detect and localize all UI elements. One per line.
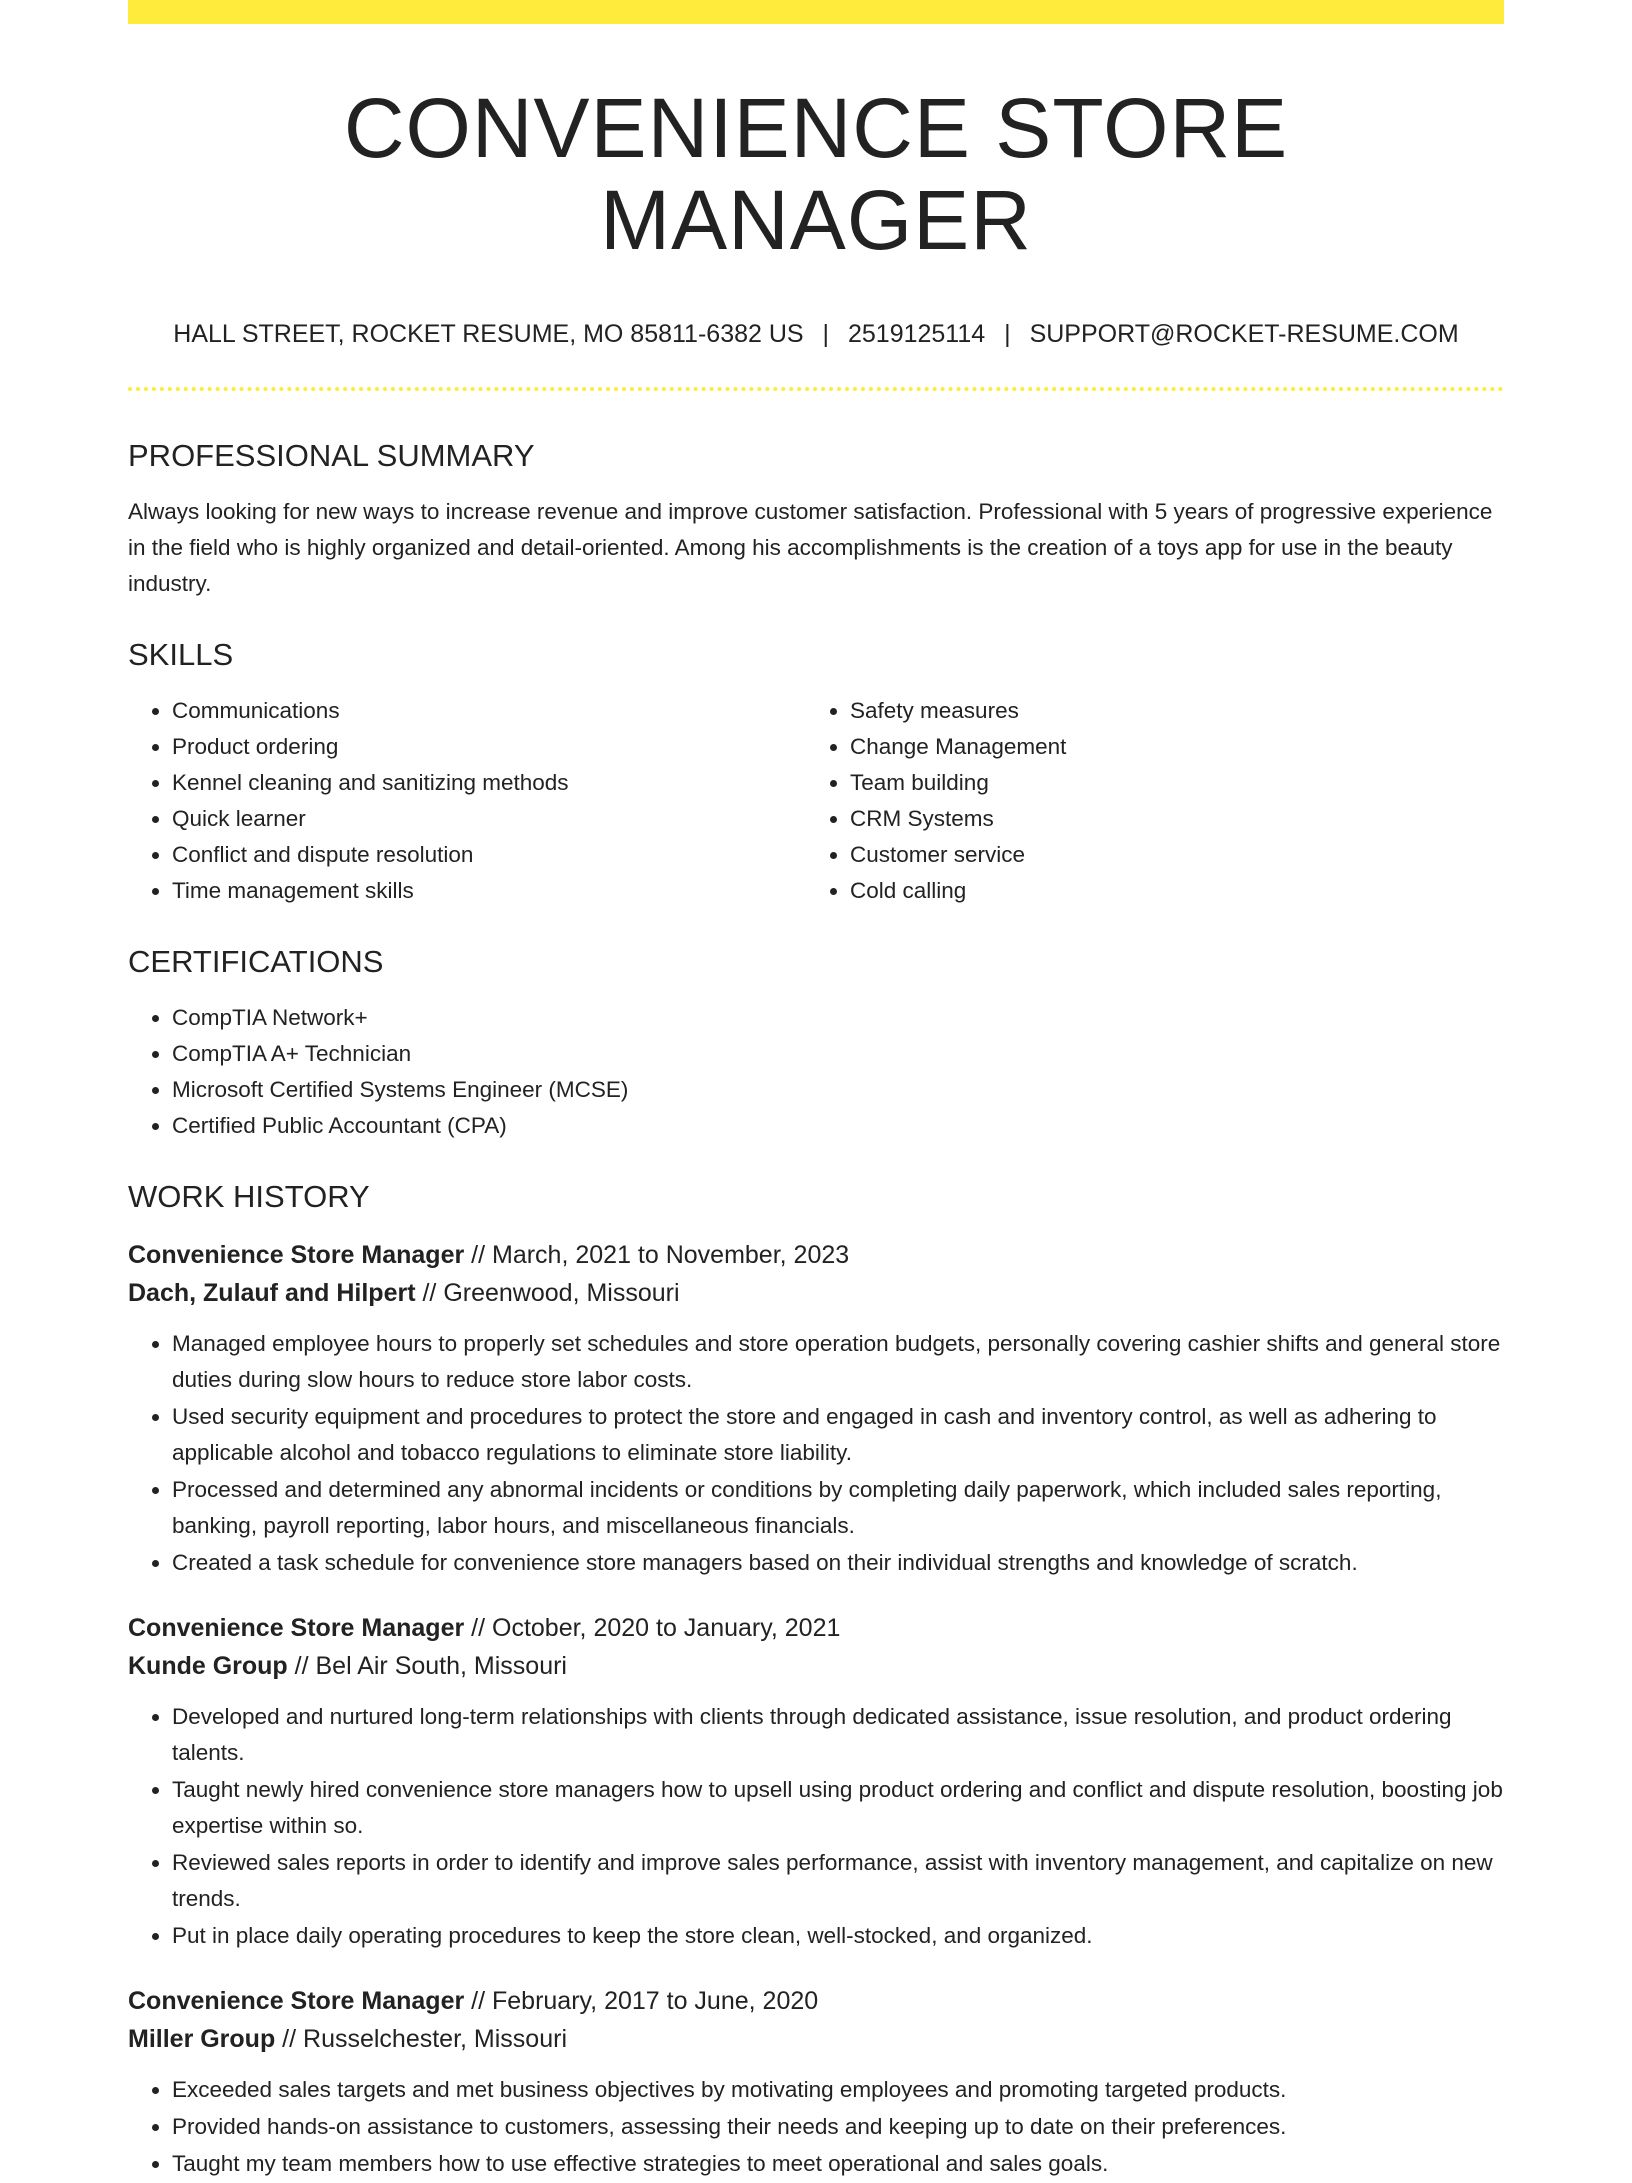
contact-line	[128, 319, 1504, 349]
job-bullet: • Processed and determined any abnormal incidents or conditions by completing daily paperwork, which included sales reporting, banking, payroll reporting, labor hours, and miscellaneous financials.	[172, 1472, 1504, 1544]
header-divider	[128, 387, 1504, 391]
job-bullet: • Taught newly hired convenience store managers how to upsell using product ordering and conflict and dispute resolution, boosting job expertise within so.	[172, 1772, 1504, 1844]
contact-address: HALL STREET, ROCKET RESUME, MO 85811-6382 US	[173, 319, 804, 348]
job-location: // Russelchester, Missouri	[275, 2024, 567, 2053]
job-dates: // February, 2017 to June, 2020	[464, 1986, 819, 2015]
skill-item: • Customer service	[850, 837, 1484, 873]
job-bullet: • Put in place daily operating procedures to keep the store clean, well-stocked, and organized.	[172, 1918, 1504, 1954]
job-bullet: • Developed and nurtured long-term relationships with clients through dedicated assistance, issue resolution, and product ordering talents.	[172, 1699, 1504, 1771]
job-role: Convenience Store Manager	[128, 1240, 465, 1269]
job-location: // Greenwood, Missouri	[415, 1278, 680, 1307]
certifications-list	[128, 1000, 1504, 1144]
skill-item: • CRM Systems	[850, 801, 1484, 837]
skill-item: • Communications	[172, 693, 806, 729]
job-bullet: • Managed employee hours to properly set schedules and store operation budgets, personally covering cashier shifts and general store duties during slow hours to reduce store labor costs.	[172, 1326, 1504, 1398]
job-company-line	[128, 1647, 1504, 1685]
job-dates: // October, 2020 to January, 2021	[464, 1613, 841, 1642]
job-bullet: • Exceeded sales targets and met business objectives by motivating employees and promoting targeted products.	[172, 2072, 1504, 2108]
certification-item: • CompTIA A+ Technician	[172, 1036, 1504, 1072]
skills-column-left	[128, 693, 806, 909]
job-bullets	[128, 1326, 1504, 1581]
skill-item: • Kennel cleaning and sanitizing methods	[172, 765, 806, 801]
work-history	[128, 1236, 1504, 2182]
skill-item: • Safety measures	[850, 693, 1484, 729]
skills-list	[128, 693, 1504, 909]
job-title-line	[128, 1609, 1504, 1647]
skill-item: • Product ordering	[172, 729, 806, 765]
skill-item: • Conflict and dispute resolution	[172, 837, 806, 873]
skill-item: • Change Management	[850, 729, 1484, 765]
skills-column-right	[806, 693, 1484, 909]
job-bullet: • Reviewed sales reports in order to identify and improve sales performance, assist with inventory management, and capitalize on new trends.	[172, 1845, 1504, 1917]
skill-item: • Cold calling	[850, 873, 1484, 909]
contact-separator: |	[1004, 319, 1011, 348]
job-title-line	[128, 1236, 1504, 1274]
job-bullets	[128, 1699, 1504, 1954]
job-company-line	[128, 2020, 1504, 2058]
job-bullets	[128, 2072, 1504, 2182]
summary-text: Always looking for new ways to increase revenue and improve customer satisfaction. Professional with 5 years of progressive experience in the field who is highly organized and detail-oriented. Among his accomplishments is the creation of a toys app for use in the beauty industry.	[128, 498, 1493, 596]
contact-separator: |	[822, 319, 830, 348]
skills-heading: SKILLS	[128, 636, 234, 672]
certification-item: • CompTIA Network+	[172, 1000, 1504, 1036]
job-entry	[128, 1236, 1504, 1581]
job-company-line	[128, 1274, 1504, 1312]
skill-item: • Quick learner	[172, 801, 806, 837]
resume-page	[128, 0, 1504, 2183]
contact-phone: 2519125114	[847, 319, 986, 348]
job-bullet: • Taught my team members how to use effective strategies to meet operational and sales goals.	[172, 2146, 1504, 2182]
job-company: Kunde Group	[128, 1651, 288, 1680]
certification-item: • Microsoft Certified Systems Engineer (MCSE)	[172, 1072, 1504, 1108]
job-bullet: • Used security equipment and procedures to protect the store and engaged in cash and inventory control, as well as adhering to applicable alcohol and tobacco regulations to eliminate store liability.	[172, 1399, 1504, 1471]
job-bullet: • Provided hands-on assistance to customers, assessing their needs and keeping up to date on their preferences.	[172, 2109, 1504, 2145]
resume-title: CONVENIENCE STORE MANAGER	[343, 81, 1289, 268]
job-bullet: • Created a task schedule for convenience store managers based on their individual strengths and knowledge of scratch.	[172, 1545, 1504, 1581]
job-entry	[128, 1982, 1504, 2182]
top-accent-bar	[128, 0, 1504, 24]
job-location: // Bel Air South, Missouri	[287, 1651, 567, 1680]
job-company: Miller Group	[128, 2024, 276, 2053]
job-company: Dach, Zulauf and Hilpert	[128, 1278, 416, 1307]
job-role: Convenience Store Manager	[128, 1613, 465, 1642]
job-dates: // March, 2021 to November, 2023	[464, 1240, 850, 1269]
job-title-line	[128, 1982, 1504, 2020]
summary-heading: PROFESSIONAL SUMMARY	[128, 437, 535, 473]
contact-email: SUPPORT@ROCKET-RESUME.COM	[1029, 319, 1459, 348]
job-role: Convenience Store Manager	[128, 1986, 465, 2015]
work-history-heading: WORK HISTORY	[128, 1179, 370, 1215]
job-entry	[128, 1609, 1504, 1954]
skill-item: • Time management skills	[172, 873, 806, 909]
certifications-heading: CERTIFICATIONS	[128, 944, 384, 980]
certification-item: • Certified Public Accountant (CPA)	[172, 1108, 1504, 1144]
skill-item: • Team building	[850, 765, 1484, 801]
